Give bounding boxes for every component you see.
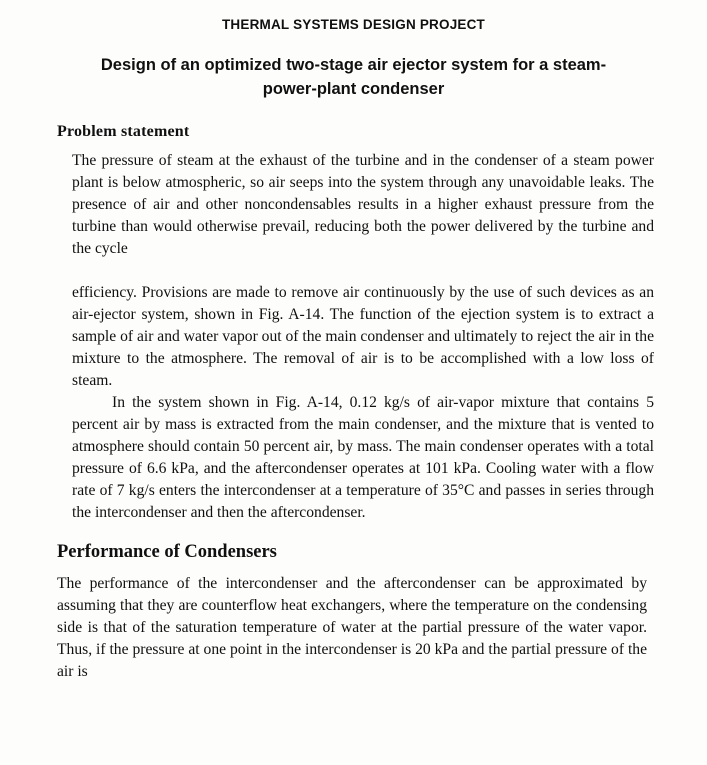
paragraph: efficiency. Provisions are made to remove air continuously by the use of such devices as an air-ejector system, shown in Fig. A-14. The function of the ejection system is to extract a sample of air and water vapor out of the main condenser and ultimately to reject the air in the mixture to the atmosphere. The removal of air is to be accomplished with a low loss of steam.	[72, 284, 654, 389]
doc-title-line-1: Design of an optimized two-stage air ejector system for a steam-	[100, 56, 607, 74]
doc-header: THERMAL SYSTEMS DESIGN PROJECT	[221, 17, 486, 32]
paragraph: In the system shown in Fig. A-14, 0.12 kg/s of air-vapor mixture that contains 5 percent air by mass is extracted from the main condenser, and the mixture that is vented to atmosphere should contain 50 percent air, by mass. The main condenser operates with a total pressure of 6.6 kPa, and the aftercondenser operates at 101 kPa. Cooling water with a flow rate of 7 kg/s enters the intercondenser at a temperature of 35°C and passes in series through the intercondenser and then the aftercondenser.	[72, 394, 654, 521]
section-heading-problem-statement: Problem statement	[57, 123, 190, 140]
performance-of-condensers-body	[57, 573, 647, 683]
section-heading-performance-of-condensers: Performance of Condensers	[57, 542, 277, 562]
paragraph: The performance of the intercondenser and the aftercondenser can be approximated by assuming that they are counterflow heat exchangers, where the temperature on the condensing side is that of the saturation temperature of water at the partial pressure of the water vapor. Thus, if the pressure at one point in the intercondenser is 20 kPa and the partial pressure of the air is	[57, 575, 647, 680]
problem-statement-body	[72, 150, 654, 524]
paragraph: The pressure of steam at the exhaust of the turbine and in the condenser of a steam power plant is below atmospheric, so air seeps into the system through any unavoidable leaks. The presence of air and other noncondensables results in a higher exhaust pressure from the turbine than would otherwise prevail, reducing both the power delivered by the turbine and the cycle	[72, 152, 654, 257]
doc-title-line-2: power-plant condenser	[262, 80, 445, 98]
doc-title	[0, 53, 707, 101]
